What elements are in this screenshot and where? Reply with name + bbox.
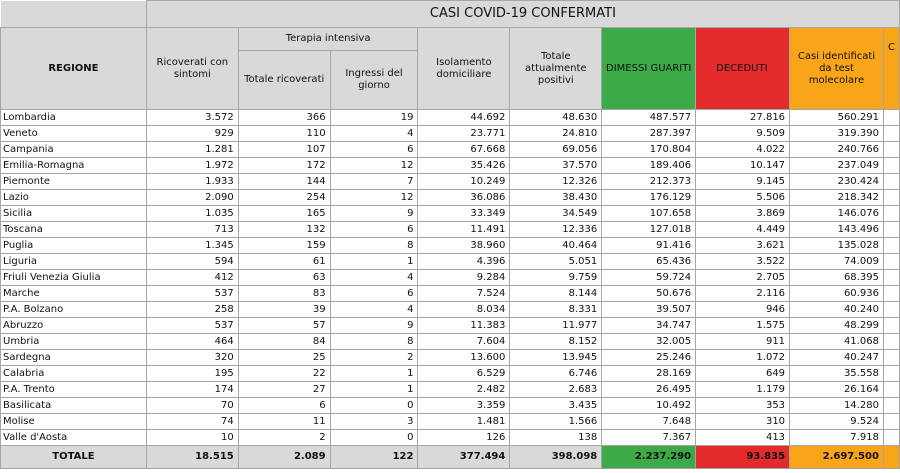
cell-value: 60.936 — [790, 286, 884, 302]
cell-value: 230.424 — [790, 174, 884, 190]
cell-value: 2.705 — [696, 270, 790, 286]
table-row — [1, 190, 900, 206]
cell-value: 12.326 — [510, 174, 602, 190]
cell-value: 83 — [238, 286, 330, 302]
cell-value: 1.035 — [146, 206, 238, 222]
region-name: Piemonte — [1, 174, 147, 190]
cell-value: 353 — [696, 398, 790, 414]
header-casi: Casi identificati da test molecolare — [790, 28, 884, 110]
header-isolamento: Isolamento domiciliare — [418, 28, 510, 110]
region-name: Abruzzo — [1, 318, 147, 334]
cell-value: 7.604 — [418, 334, 510, 350]
cell-value: 212.373 — [602, 174, 696, 190]
cell-value: 23.771 — [418, 126, 510, 142]
cell-value: 38.960 — [418, 238, 510, 254]
cut-cell — [883, 238, 899, 254]
cell-value: 159 — [238, 238, 330, 254]
table-row — [1, 238, 900, 254]
region-name: Molise — [1, 414, 147, 430]
cell-value: 4.449 — [696, 222, 790, 238]
cell-value: 412 — [146, 270, 238, 286]
cut-cell — [883, 414, 899, 430]
cell-value: 40.247 — [790, 350, 884, 366]
cell-value: 68.395 — [790, 270, 884, 286]
table-row — [1, 142, 900, 158]
cell-value: 2.116 — [696, 286, 790, 302]
cell-value: 366 — [238, 110, 330, 126]
cell-value: 59.724 — [602, 270, 696, 286]
cell-value: 40.464 — [510, 238, 602, 254]
cell-value: 218.342 — [790, 190, 884, 206]
region-name: Emilia-Romagna — [1, 158, 147, 174]
cell-value: 4 — [330, 126, 418, 142]
cell-value: 8.152 — [510, 334, 602, 350]
total-value: 2.089 — [238, 446, 330, 469]
cell-value: 8.331 — [510, 302, 602, 318]
cell-value: 107 — [238, 142, 330, 158]
region-name: Veneto — [1, 126, 147, 142]
table-row — [1, 350, 900, 366]
cell-value: 1.933 — [146, 174, 238, 190]
region-name: Liguria — [1, 254, 147, 270]
region-name: Umbria — [1, 334, 147, 350]
cell-value: 537 — [146, 286, 238, 302]
cell-value: 25.246 — [602, 350, 696, 366]
cell-value: 34.747 — [602, 318, 696, 334]
cell-value: 35.426 — [418, 158, 510, 174]
cell-value: 144 — [238, 174, 330, 190]
cell-value: 138 — [510, 430, 602, 446]
cell-value: 3.522 — [696, 254, 790, 270]
cut-cell — [883, 318, 899, 334]
cell-value: 1 — [330, 382, 418, 398]
cut-cell — [883, 398, 899, 414]
cell-value: 38.430 — [510, 190, 602, 206]
cell-value: 487.577 — [602, 110, 696, 126]
cell-value: 6 — [330, 286, 418, 302]
cell-value: 7 — [330, 174, 418, 190]
cell-value: 19 — [330, 110, 418, 126]
cell-value: 594 — [146, 254, 238, 270]
cell-value: 3 — [330, 414, 418, 430]
cell-value: 12.336 — [510, 222, 602, 238]
cell-value: 74.009 — [790, 254, 884, 270]
cell-value: 26.164 — [790, 382, 884, 398]
cell-value: 258 — [146, 302, 238, 318]
cell-value: 1 — [330, 366, 418, 382]
cell-value: 929 — [146, 126, 238, 142]
cell-value: 25 — [238, 350, 330, 366]
cell-value: 57 — [238, 318, 330, 334]
cell-value: 6 — [238, 398, 330, 414]
cell-value: 146.076 — [790, 206, 884, 222]
cell-value: 310 — [696, 414, 790, 430]
cell-value: 9 — [330, 206, 418, 222]
cell-value: 7.367 — [602, 430, 696, 446]
table-row — [1, 382, 900, 398]
cell-value: 9 — [330, 318, 418, 334]
corner-blank — [1, 1, 147, 28]
cell-value: 287.397 — [602, 126, 696, 142]
cell-value: 27 — [238, 382, 330, 398]
cell-value: 6.746 — [510, 366, 602, 382]
cell-value: 127.018 — [602, 222, 696, 238]
cell-value: 2.090 — [146, 190, 238, 206]
cell-value: 5.506 — [696, 190, 790, 206]
cell-value: 254 — [238, 190, 330, 206]
cell-value: 1.345 — [146, 238, 238, 254]
table-row — [1, 398, 900, 414]
region-name: Friuli Venezia Giulia — [1, 270, 147, 286]
cell-value: 50.676 — [602, 286, 696, 302]
cut-cell — [883, 366, 899, 382]
cell-value: 13.600 — [418, 350, 510, 366]
cell-value: 40.240 — [790, 302, 884, 318]
cell-value: 24.810 — [510, 126, 602, 142]
total-value: 18.515 — [146, 446, 238, 469]
cell-value: 911 — [696, 334, 790, 350]
cell-value: 240.766 — [790, 142, 884, 158]
cell-value: 7.918 — [790, 430, 884, 446]
cell-value: 135.028 — [790, 238, 884, 254]
cell-value: 143.496 — [790, 222, 884, 238]
cell-value: 69.056 — [510, 142, 602, 158]
header-regione: REGIONE — [1, 28, 147, 110]
cut-cell — [883, 334, 899, 350]
cell-value: 413 — [696, 430, 790, 446]
cell-value: 1.281 — [146, 142, 238, 158]
table-row — [1, 414, 900, 430]
cell-value: 1 — [330, 254, 418, 270]
region-name: Calabria — [1, 366, 147, 382]
region-name: Lombardia — [1, 110, 147, 126]
table-row — [1, 110, 900, 126]
cell-value: 3.435 — [510, 398, 602, 414]
cell-value: 170.804 — [602, 142, 696, 158]
cell-value: 713 — [146, 222, 238, 238]
table-row — [1, 174, 900, 190]
cell-value: 26.495 — [602, 382, 696, 398]
cut-cell — [883, 430, 899, 446]
total-value: 398.098 — [510, 446, 602, 469]
cell-value: 3.572 — [146, 110, 238, 126]
total-row — [1, 446, 900, 469]
cell-value: 4.022 — [696, 142, 790, 158]
cut-cell — [883, 126, 899, 142]
cell-value: 12 — [330, 190, 418, 206]
cell-value: 189.406 — [602, 158, 696, 174]
header-positivi: Totale attualmente positivi — [510, 28, 602, 110]
cell-value: 3.359 — [418, 398, 510, 414]
cell-value: 0 — [330, 430, 418, 446]
cell-value: 10.147 — [696, 158, 790, 174]
cell-value: 537 — [146, 318, 238, 334]
cell-value: 6 — [330, 222, 418, 238]
cut-cell — [883, 286, 899, 302]
cell-value: 8 — [330, 238, 418, 254]
cell-value: 48.299 — [790, 318, 884, 334]
table-row — [1, 430, 900, 446]
header-deceduti: DECEDUTI — [696, 28, 790, 110]
header-ingressi: Ingressi del giorno — [330, 51, 418, 110]
cell-value: 11.491 — [418, 222, 510, 238]
header-dimessi: DIMESSI GUARITI — [602, 28, 696, 110]
cell-value: 110 — [238, 126, 330, 142]
cut-cell — [883, 142, 899, 158]
table-row — [1, 318, 900, 334]
cell-value: 174 — [146, 382, 238, 398]
cell-value: 34.549 — [510, 206, 602, 222]
cell-value: 9.284 — [418, 270, 510, 286]
cell-value: 33.349 — [418, 206, 510, 222]
region-name: Basilicata — [1, 398, 147, 414]
cell-value: 1.179 — [696, 382, 790, 398]
region-name: Toscana — [1, 222, 147, 238]
cell-value: 63 — [238, 270, 330, 286]
cell-value: 6 — [330, 142, 418, 158]
total-label: TOTALE — [1, 446, 147, 469]
cell-value: 41.068 — [790, 334, 884, 350]
cell-value: 649 — [696, 366, 790, 382]
cell-value: 10.492 — [602, 398, 696, 414]
cell-value: 946 — [696, 302, 790, 318]
cell-value: 44.692 — [418, 110, 510, 126]
header-ricoverati: Ricoverati con sintomi — [146, 28, 238, 110]
cell-value: 2.683 — [510, 382, 602, 398]
cell-value: 8.144 — [510, 286, 602, 302]
cut-cell — [883, 302, 899, 318]
cell-value: 237.049 — [790, 158, 884, 174]
cell-value: 39.507 — [602, 302, 696, 318]
table-row — [1, 126, 900, 142]
cell-value: 1.566 — [510, 414, 602, 430]
cell-value: 176.129 — [602, 190, 696, 206]
cell-value: 9.145 — [696, 174, 790, 190]
cell-value: 165 — [238, 206, 330, 222]
header-cut: C — [883, 28, 899, 110]
cell-value: 27.816 — [696, 110, 790, 126]
cell-value: 3.621 — [696, 238, 790, 254]
cell-value: 3.869 — [696, 206, 790, 222]
table-row — [1, 222, 900, 238]
cut-cell — [883, 350, 899, 366]
cell-value: 195 — [146, 366, 238, 382]
table-row — [1, 366, 900, 382]
header-totale-ricoverati: Totale ricoverati — [238, 51, 330, 110]
cell-value: 74 — [146, 414, 238, 430]
cut-cell — [883, 206, 899, 222]
region-name: Sardegna — [1, 350, 147, 366]
cell-value: 12 — [330, 158, 418, 174]
cut-cell — [883, 446, 899, 469]
cell-value: 6.529 — [418, 366, 510, 382]
cell-value: 0 — [330, 398, 418, 414]
cell-value: 9.524 — [790, 414, 884, 430]
table-title: CASI COVID-19 CONFERMATI — [146, 1, 899, 28]
cell-value: 65.436 — [602, 254, 696, 270]
cut-cell — [883, 382, 899, 398]
cell-value: 9.759 — [510, 270, 602, 286]
cell-value: 91.416 — [602, 238, 696, 254]
table-row — [1, 206, 900, 222]
total-value: 2.697.500 — [790, 446, 884, 469]
cut-cell — [883, 110, 899, 126]
cell-value: 10.249 — [418, 174, 510, 190]
cell-value: 2 — [238, 430, 330, 446]
cell-value: 1.072 — [696, 350, 790, 366]
cell-value: 7.524 — [418, 286, 510, 302]
cell-value: 84 — [238, 334, 330, 350]
cell-value: 61 — [238, 254, 330, 270]
cell-value: 1.972 — [146, 158, 238, 174]
cell-value: 11.977 — [510, 318, 602, 334]
cell-value: 14.280 — [790, 398, 884, 414]
cell-value: 13.945 — [510, 350, 602, 366]
cell-value: 48.630 — [510, 110, 602, 126]
total-value: 2.237.290 — [602, 446, 696, 469]
cell-value: 1.575 — [696, 318, 790, 334]
cell-value: 8 — [330, 334, 418, 350]
cut-cell — [883, 270, 899, 286]
cell-value: 22 — [238, 366, 330, 382]
cell-value: 35.558 — [790, 366, 884, 382]
cell-value: 37.570 — [510, 158, 602, 174]
cell-value: 28.169 — [602, 366, 696, 382]
region-name: Valle d'Aosta — [1, 430, 147, 446]
cell-value: 36.086 — [418, 190, 510, 206]
table-row — [1, 158, 900, 174]
cell-value: 2.482 — [418, 382, 510, 398]
cell-value: 4 — [330, 270, 418, 286]
cut-cell — [883, 190, 899, 206]
cell-value: 9.509 — [696, 126, 790, 142]
table-row — [1, 254, 900, 270]
region-name: Marche — [1, 286, 147, 302]
total-value: 377.494 — [418, 446, 510, 469]
cut-cell — [883, 254, 899, 270]
cut-cell — [883, 222, 899, 238]
region-name: Puglia — [1, 238, 147, 254]
cell-value: 172 — [238, 158, 330, 174]
region-name: Sicilia — [1, 206, 147, 222]
region-name: Lazio — [1, 190, 147, 206]
cell-value: 39 — [238, 302, 330, 318]
header-terapia-intensiva: Terapia intensiva — [238, 28, 418, 51]
cell-value: 464 — [146, 334, 238, 350]
cell-value: 67.668 — [418, 142, 510, 158]
cell-value: 11 — [238, 414, 330, 430]
cell-value: 4.396 — [418, 254, 510, 270]
cell-value: 8.034 — [418, 302, 510, 318]
cell-value: 1.481 — [418, 414, 510, 430]
cell-value: 560.291 — [790, 110, 884, 126]
cell-value: 11.383 — [418, 318, 510, 334]
cell-value: 32.005 — [602, 334, 696, 350]
cell-value: 2 — [330, 350, 418, 366]
table-row — [1, 334, 900, 350]
cell-value: 7.648 — [602, 414, 696, 430]
table-row — [1, 302, 900, 318]
cell-value: 5.051 — [510, 254, 602, 270]
cell-value: 4 — [330, 302, 418, 318]
cell-value: 107.658 — [602, 206, 696, 222]
cell-value: 126 — [418, 430, 510, 446]
region-name: P.A. Trento — [1, 382, 147, 398]
region-name: P.A. Bolzano — [1, 302, 147, 318]
cut-cell — [883, 158, 899, 174]
cell-value: 320 — [146, 350, 238, 366]
table-row — [1, 286, 900, 302]
table-row — [1, 270, 900, 286]
total-value: 122 — [330, 446, 418, 469]
cell-value: 132 — [238, 222, 330, 238]
cell-value: 319.390 — [790, 126, 884, 142]
cell-value: 70 — [146, 398, 238, 414]
cell-value: 10 — [146, 430, 238, 446]
total-value: 93.835 — [696, 446, 790, 469]
cut-cell — [883, 174, 899, 190]
region-name: Campania — [1, 142, 147, 158]
